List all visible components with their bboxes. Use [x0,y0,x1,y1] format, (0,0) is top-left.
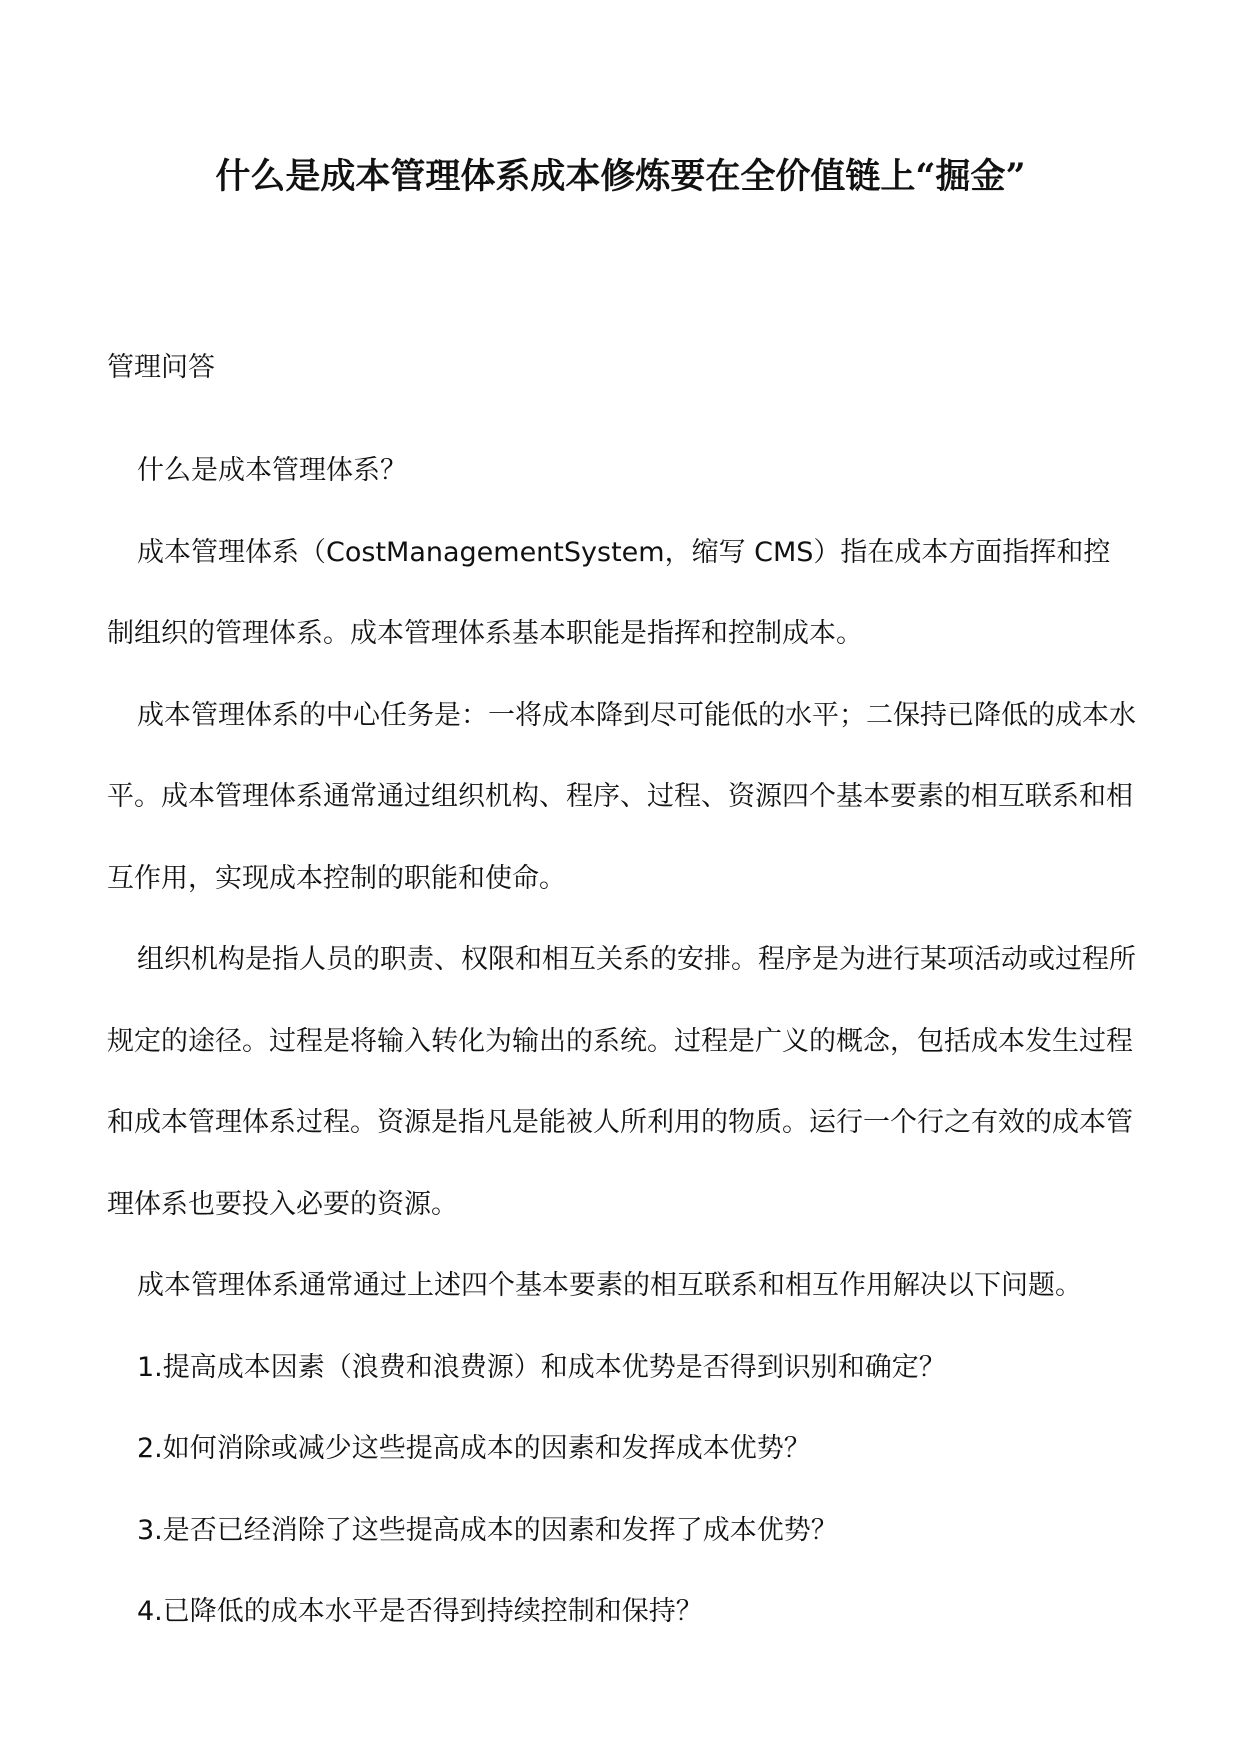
list-item: 3.是否已经消除了这些提高成本的因素和发挥了成本优势？ [137,1514,838,1546]
list-item: 1.提高成本因素（浪费和浪费源）和成本优势是否得到识别和确定？ [137,1351,946,1383]
list-item: 2.如何消除或减少这些提高成本的因素和发挥成本优势？ [137,1433,811,1464]
paragraph: 成本管理体系通常通过上述四个基本要素的相互联系和相互作用解决以下问题。 [137,1270,1082,1301]
document-title: 什么是成本管理体系成本修炼要在全价值链上“掘金” [215,156,1026,197]
paragraph: 什么是成本管理体系？ [137,455,407,486]
paragraph: 成本管理体系（CostManagementSystem，缩写 CMS）指在成本方面指挥和控制组织的管理体系。成本管理体系基本职能是指挥和控制成本。 [107,536,1111,649]
document-body [107,430,1137,1653]
list-item: 4.已降低的成本水平是否得到持续控制和保持？ [137,1596,703,1627]
section-label: 管理问答 [107,352,215,383]
paragraph: 成本管理体系的中心任务是：一将成本降到尽可能低的水平；二保持已降低的成本水平。成本管理体系通常通过组织机构、程序、过程、资源四个基本要素的相互联系和相互作用，实现成本控制的职能和使命。 [107,699,1136,894]
paragraph: 组织机构是指人员的职责、权限和相互关系的安排。程序是为进行某项活动或过程所规定的途径。过程是将输入转化为输出的系统。过程是广义的概念，包括成本发生过程和成本管理体系过程。资源是指凡是能被人所利用的物质。运行一个行之有效的成本管理体系也要投入必要的资源。 [107,944,1136,1220]
